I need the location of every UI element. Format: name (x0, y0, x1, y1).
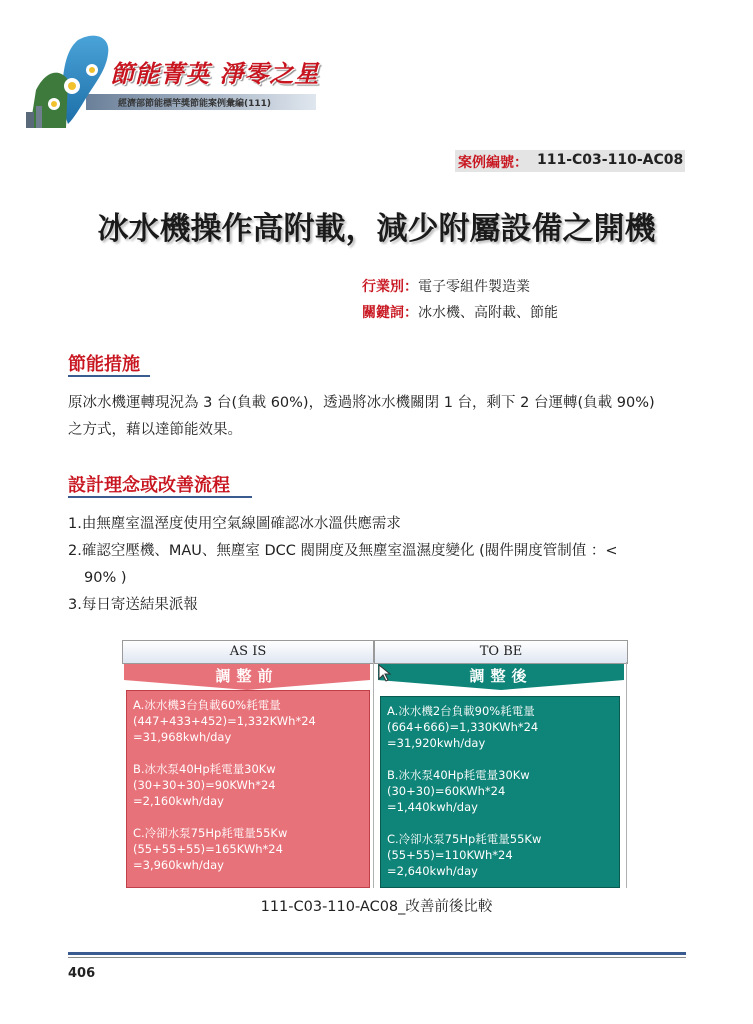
measures-line-2: 之方式，藉以達節能效果。 (68, 422, 242, 438)
page-title: 冰水機操作高附載，減少附屬設備之開機 (97, 211, 656, 247)
keywords-row (362, 302, 558, 322)
before-line: (30+30+30)=90KWh*24 (133, 778, 276, 792)
design-line-3: 90% ) (84, 570, 127, 586)
after-text (381, 697, 619, 885)
before-text (127, 691, 369, 879)
before-line: =31,968kwh/day (133, 730, 232, 744)
footer-rule (68, 952, 686, 955)
case-number-value: 111-C03-110-AC08 (537, 152, 684, 168)
cursor-arrow-icon (378, 664, 392, 682)
figure-border-right (626, 662, 627, 888)
design-line-1: 1.由無塵室溫溼度使用空氣線圖確認冰水溫供應需求 (68, 516, 401, 532)
footer-rule-thin (68, 957, 686, 958)
industry-row (362, 276, 530, 296)
figure-divider (373, 662, 374, 888)
after-line: (664+666)=1,330KWh*24 (387, 720, 539, 734)
after-line: =31,920kwh/day (387, 736, 486, 750)
after-line: (55+55)=110KWh*24 (387, 848, 513, 862)
as-is-header: AS IS (122, 640, 374, 664)
section-heading-measures: 節能措施 (68, 354, 140, 375)
before-line (133, 745, 363, 761)
comparison-figure (122, 640, 628, 888)
before-line: =2,160kwh/day (133, 794, 224, 808)
after-line (387, 815, 613, 831)
before-line: (55+55+55)=165KWh*24 (133, 842, 283, 856)
before-box (126, 690, 370, 888)
before-line (133, 809, 363, 825)
section-heading-design: 設計理念或改善流程 (68, 475, 230, 496)
measures-paragraph (68, 390, 655, 444)
design-list (68, 511, 618, 619)
case-number-label: 案例編號： (458, 155, 528, 171)
industry-label: 行業別： (362, 279, 418, 295)
section-underline (68, 496, 252, 498)
after-line: B.冰水泵40Hp耗電量30Kw (387, 768, 530, 782)
before-line: =3,960kwh/day (133, 858, 224, 872)
measures-line-1: 原冰水機運轉現況為 3 台(負載 60%)，透過將冰水機關閉 1 台，剩下 2 台運轉(負載 90%) (68, 395, 655, 411)
to-be-header: TO BE (374, 640, 628, 664)
logo-title: 節能菁英 淨零之星 (110, 59, 320, 88)
after-line: =1,440kwh/day (387, 800, 478, 814)
after-line: C.冷卻水泵75Hp耗電量55Kw (387, 832, 542, 846)
before-line: C.冷卻水泵75Hp耗電量55Kw (133, 826, 288, 840)
after-line: (30+30)=60KWh*24 (387, 784, 506, 798)
page-number: 406 (68, 966, 96, 981)
after-banner: 調整後 (469, 667, 533, 685)
before-banner: 調整前 (215, 667, 279, 685)
before-line: A.冰水機3台負載60%耗電量 (133, 698, 281, 712)
after-line: A.冰水機2台負載90%耗電量 (387, 704, 535, 718)
design-line-4: 3.每日寄送結果派報 (68, 597, 198, 613)
keywords-label: 關鍵詞： (362, 305, 418, 321)
logo-subtitle: 經濟部節能標竿獎節能案例彙編(111) (118, 99, 272, 109)
after-line: =2,640kwh/day (387, 864, 478, 878)
after-line (387, 751, 613, 767)
section-underline (68, 375, 150, 377)
keywords-value: 冰水機、高附載、節能 (418, 305, 558, 321)
figure-caption: 111-C03-110-AC08_改善前後比較 (260, 899, 493, 915)
before-line: B.冰水泵40Hp耗電量30Kw (133, 762, 276, 776)
after-box (380, 696, 620, 888)
before-line: (447+433+452)=1,332KWh*24 (133, 714, 316, 728)
design-line-2: 2.確認空壓機、MAU、無塵室 DCC 閥開度及無塵室溫濕度變化 (閥件開度管制值 ：< (68, 543, 618, 559)
industry-value: 電子零組件製造業 (418, 279, 530, 295)
